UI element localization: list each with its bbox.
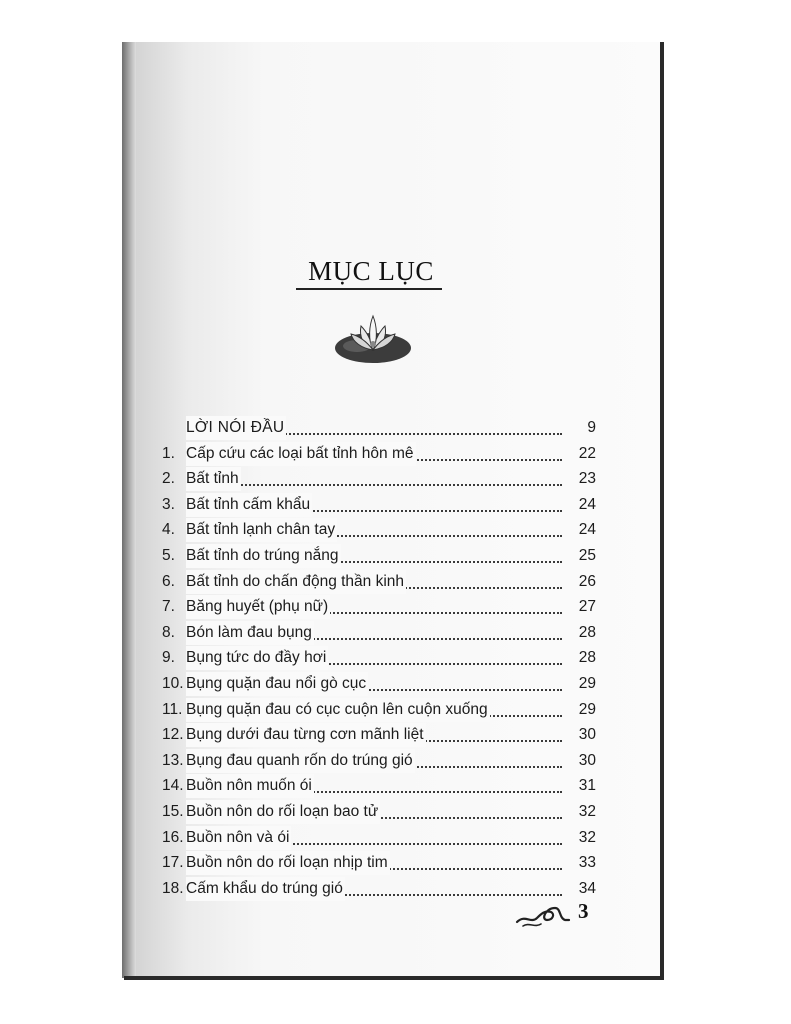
toc-entry-title: Bất tỉnh: [186, 467, 241, 491]
toc-entry-page: 32: [564, 800, 596, 824]
toc-entry-number: 8.: [162, 623, 175, 641]
toc-entry-number: 9.: [162, 649, 175, 667]
toc-entry: [162, 851, 596, 875]
toc-entry-title: Buồn nôn và ói: [186, 826, 291, 850]
toc-entry: [162, 544, 596, 568]
toc-entry-page: 28: [564, 646, 596, 670]
page-number: 3: [578, 899, 589, 923]
toc-entry-page: 25: [564, 544, 596, 568]
toc-entry-title: Băng huyết (phụ nữ): [186, 595, 330, 619]
toc-entry: [162, 826, 596, 850]
toc-entry-title: Bón làm đau bụng: [186, 621, 314, 645]
toc-entry-page: 30: [564, 723, 596, 747]
toc-entry-page: 32: [564, 826, 596, 850]
toc-entry-title: Bất tỉnh do chấn động thần kinh: [186, 570, 406, 594]
toc-entry-title: Bụng quặn đau nổi gò cục: [186, 672, 368, 696]
toc-entry-title: Bất tỉnh do trúng nắng: [186, 544, 341, 568]
toc-entry-page: 9: [564, 416, 596, 440]
toc-entry: [162, 442, 596, 466]
toc-entry-title: Bụng dưới đau từng cơn mãnh liệt: [186, 723, 426, 747]
toc-entry: [162, 877, 596, 901]
toc-entry: [162, 518, 596, 542]
toc-heading: MỤC LỤC: [308, 256, 434, 286]
toc-entry-page: 30: [564, 749, 596, 773]
toc-entry-number: 3.: [162, 495, 175, 513]
toc-entry-page: 26: [564, 570, 596, 594]
toc-entry-title: Cấm khẩu do trúng gió: [186, 877, 345, 901]
toc-entry-page: 24: [564, 493, 596, 517]
toc-entry-page: 27: [564, 595, 596, 619]
toc-entry: [162, 646, 596, 670]
toc-entry-title: Buồn nôn do rối loạn bao tử: [186, 800, 380, 824]
toc-entry: [162, 416, 596, 440]
toc-entry-title: Bất tỉnh lạnh chân tay: [186, 518, 337, 542]
toc-entry-number: 11.: [162, 700, 183, 718]
toc-entry-page: 29: [564, 672, 596, 696]
toc-entry-number: 10.: [162, 675, 184, 692]
toc-entry: [162, 493, 596, 517]
toc-entry-title: Cấp cứu các loại bất tỉnh hôn mê: [186, 442, 416, 466]
toc-entry-number: 18.: [162, 879, 184, 897]
toc-entry-number: 16.: [162, 828, 184, 846]
table-of-contents: [162, 0, 596, 1024]
toc-entry-number: 6.: [162, 572, 175, 590]
toc-entry: [162, 774, 596, 798]
toc-entry-title: Buồn nôn muốn ói: [186, 774, 314, 798]
toc-entry: [162, 570, 596, 594]
toc-entry-title: Buồn nôn do rối loạn nhịp tim: [186, 851, 390, 875]
toc-entry-number: 15.: [162, 803, 184, 820]
toc-entry-number: 4.: [162, 521, 175, 539]
toc-entry-number: 2.: [162, 470, 175, 488]
toc-entry-number: 14.: [162, 777, 184, 795]
toc-entry: [162, 467, 596, 491]
toc-entry-title: Bụng quặn đau có cục cuộn lên cuộn xuống: [186, 698, 490, 722]
toc-entry: [162, 800, 596, 824]
page-edge-right: [660, 42, 664, 978]
toc-entry: [162, 621, 596, 645]
toc-entry-title: Bụng đau quanh rốn do trúng gió: [186, 749, 415, 773]
toc-entry-page: 29: [564, 698, 596, 722]
toc-entry: [162, 698, 596, 722]
toc-entry-title: Bụng tức do đầy hơi: [186, 646, 328, 670]
toc-entry-number: 13.: [162, 751, 184, 769]
toc-entry-page: 28: [564, 621, 596, 645]
toc-entry-title: Bất tỉnh cấm khẩu: [186, 493, 312, 517]
toc-entry-page: 33: [564, 851, 596, 875]
toc-entry-number: 7.: [162, 598, 175, 616]
calligraphy-flourish-icon: [515, 900, 571, 930]
toc-leader-dots: [186, 484, 562, 486]
toc-entry: [162, 595, 596, 619]
toc-entry-number: 1.: [162, 444, 175, 462]
toc-entry-page: 24: [564, 518, 596, 542]
toc-entry-number: 17.: [162, 854, 184, 872]
toc-entry-number: 12.: [162, 726, 184, 744]
toc-entry: [162, 672, 596, 696]
toc-entry-page: 34: [564, 877, 596, 901]
toc-entry-page: 23: [564, 467, 596, 491]
toc-entry-page: 22: [564, 442, 596, 466]
toc-entry: [162, 749, 596, 773]
toc-entry: [162, 723, 596, 747]
toc-entry-number: 5.: [162, 547, 175, 564]
toc-entry-page: 31: [564, 774, 596, 798]
toc-entry-title: LỜI NÓI ĐẦU: [186, 416, 286, 440]
